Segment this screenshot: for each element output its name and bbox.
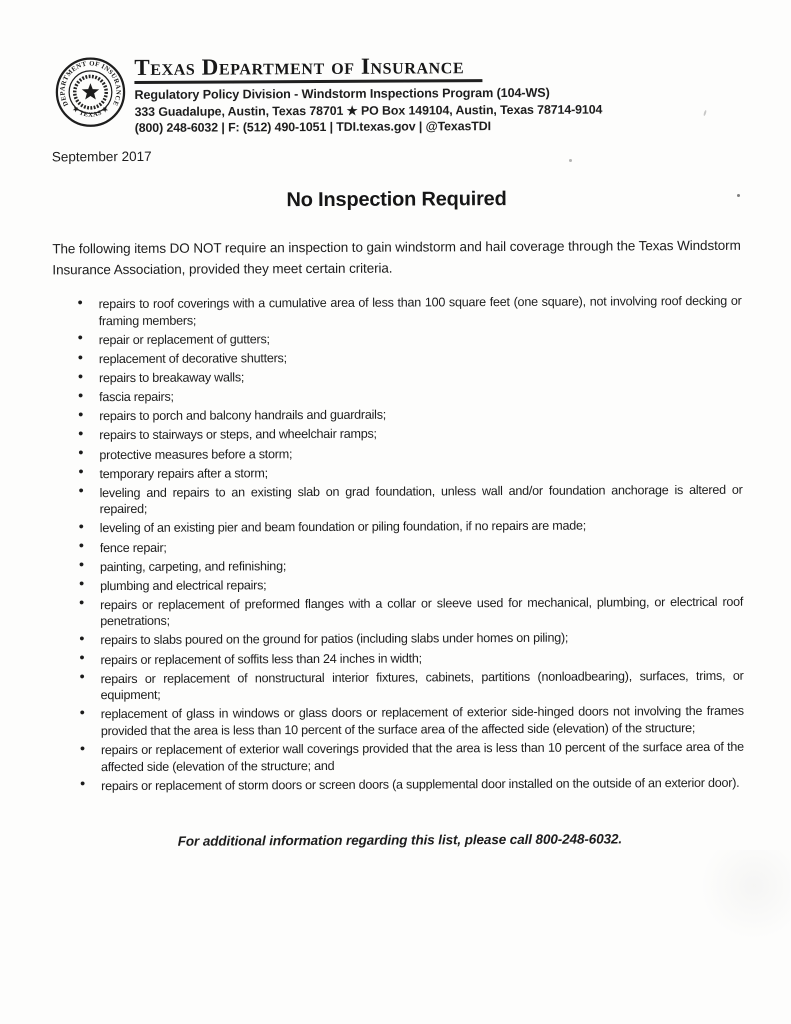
list-item: • repairs or replacement of preformed flanges with a collar or sleeve used for mechanical, plumbing, or electrical roof penetrations; — [54, 594, 743, 631]
address-line: 333 Guadalupe, Austin, Texas 78701 ★ PO Box 149104, Austin, Texas 78714-9104 — [134, 102, 603, 120]
date-line: September 2017 — [51, 149, 152, 165]
list-item: • repairs or replacement of soffits less than 24 inches in width; — [54, 648, 743, 668]
list-item: • fence repair; — [54, 536, 743, 556]
list-item: • replacement of glass in windows or glass doors or replacement of exterior side-hinged doors not involving the frames provided that the area is less than 10 percent of the surface area of the affected side (elevation) of the structure; — [55, 703, 744, 740]
seal-top-text: DEPARTMENT OF INSURANCE — [59, 60, 122, 108]
list-item: • repairs to roof coverings with a cumulative area of less than 100 square feet (one square), not involving roof decking or framing members; — [53, 293, 742, 330]
letterhead — [55, 52, 741, 136]
division-line: Regulatory Policy Division - Windstorm Inspections Program (104-WS) — [134, 86, 550, 103]
list-item: • repairs to stairways or steps, and wheelchair ramps; — [53, 424, 742, 444]
list-item: • repairs or replacement of storm doors or screen doors (a supplemental door installed on the outside of an exterior door). — [55, 775, 744, 795]
list-item: • leveling and repairs to an existing slab on grad foundation, unless wall and/or foundation anchorage is altered or repaired; — [54, 482, 743, 519]
list-item: • repair or replacement of gutters; — [53, 329, 742, 349]
agency-seal — [55, 57, 125, 127]
list-item: • plumbing and electrical repairs; — [54, 574, 743, 594]
list-item: • leveling of an existing pier and beam foundation or piling foundation, if no repairs are made; — [54, 517, 743, 537]
list-item: • repairs to slabs poured on the ground for patios (including slabs under homes on piling); — [54, 629, 743, 649]
intro-paragraph: The following items DO NOT require an inspection to gain windstorm and hail coverage through the Texas Windstorm Insurance Association, provided they meet certain criteria. — [52, 238, 741, 278]
letterhead-text — [134, 53, 602, 136]
contact-line: (800) 248-6032 | F: (512) 490-1051 | TDI.texas.gov | @TexasTDI — [134, 119, 491, 136]
list-item: • repairs to breakaway walls; — [53, 367, 742, 387]
list-item: • repairs to porch and balcony handrails and guardrails; — [53, 405, 742, 425]
list-item: • temporary repairs after a storm; — [53, 462, 742, 482]
list-item: • protective measures before a storm; — [53, 443, 742, 463]
footer-note: For additional information regarding this list, please call 800-248-6032. — [177, 831, 623, 850]
list-item: • replacement of decorative shutters; — [53, 348, 742, 368]
list-item: • repairs or replacement of exterior wall coverings provided that the area is less than 10 percent of the surface area of the affected side (elevation of the structure; and — [55, 739, 744, 776]
list-item: • repairs or replacement of nonstructural interior fixtures, cabinets, partitions (nonloadbearing), surfaces, trims, or equipment; — [55, 667, 744, 704]
page-title: No Inspection Required — [286, 188, 507, 212]
seal-bottom-text: ★ TEXAS ★ — [70, 105, 111, 119]
list-item: • painting, carpeting, and refinishing; — [54, 555, 743, 575]
seal-star-icon — [82, 83, 99, 100]
texas-department-of-insurance-seal-icon — [55, 57, 125, 127]
exempt-items-list — [53, 293, 745, 795]
list-item: • fascia repairs; — [53, 386, 742, 406]
agency-name: Texas Department of Insurance — [134, 54, 482, 84]
